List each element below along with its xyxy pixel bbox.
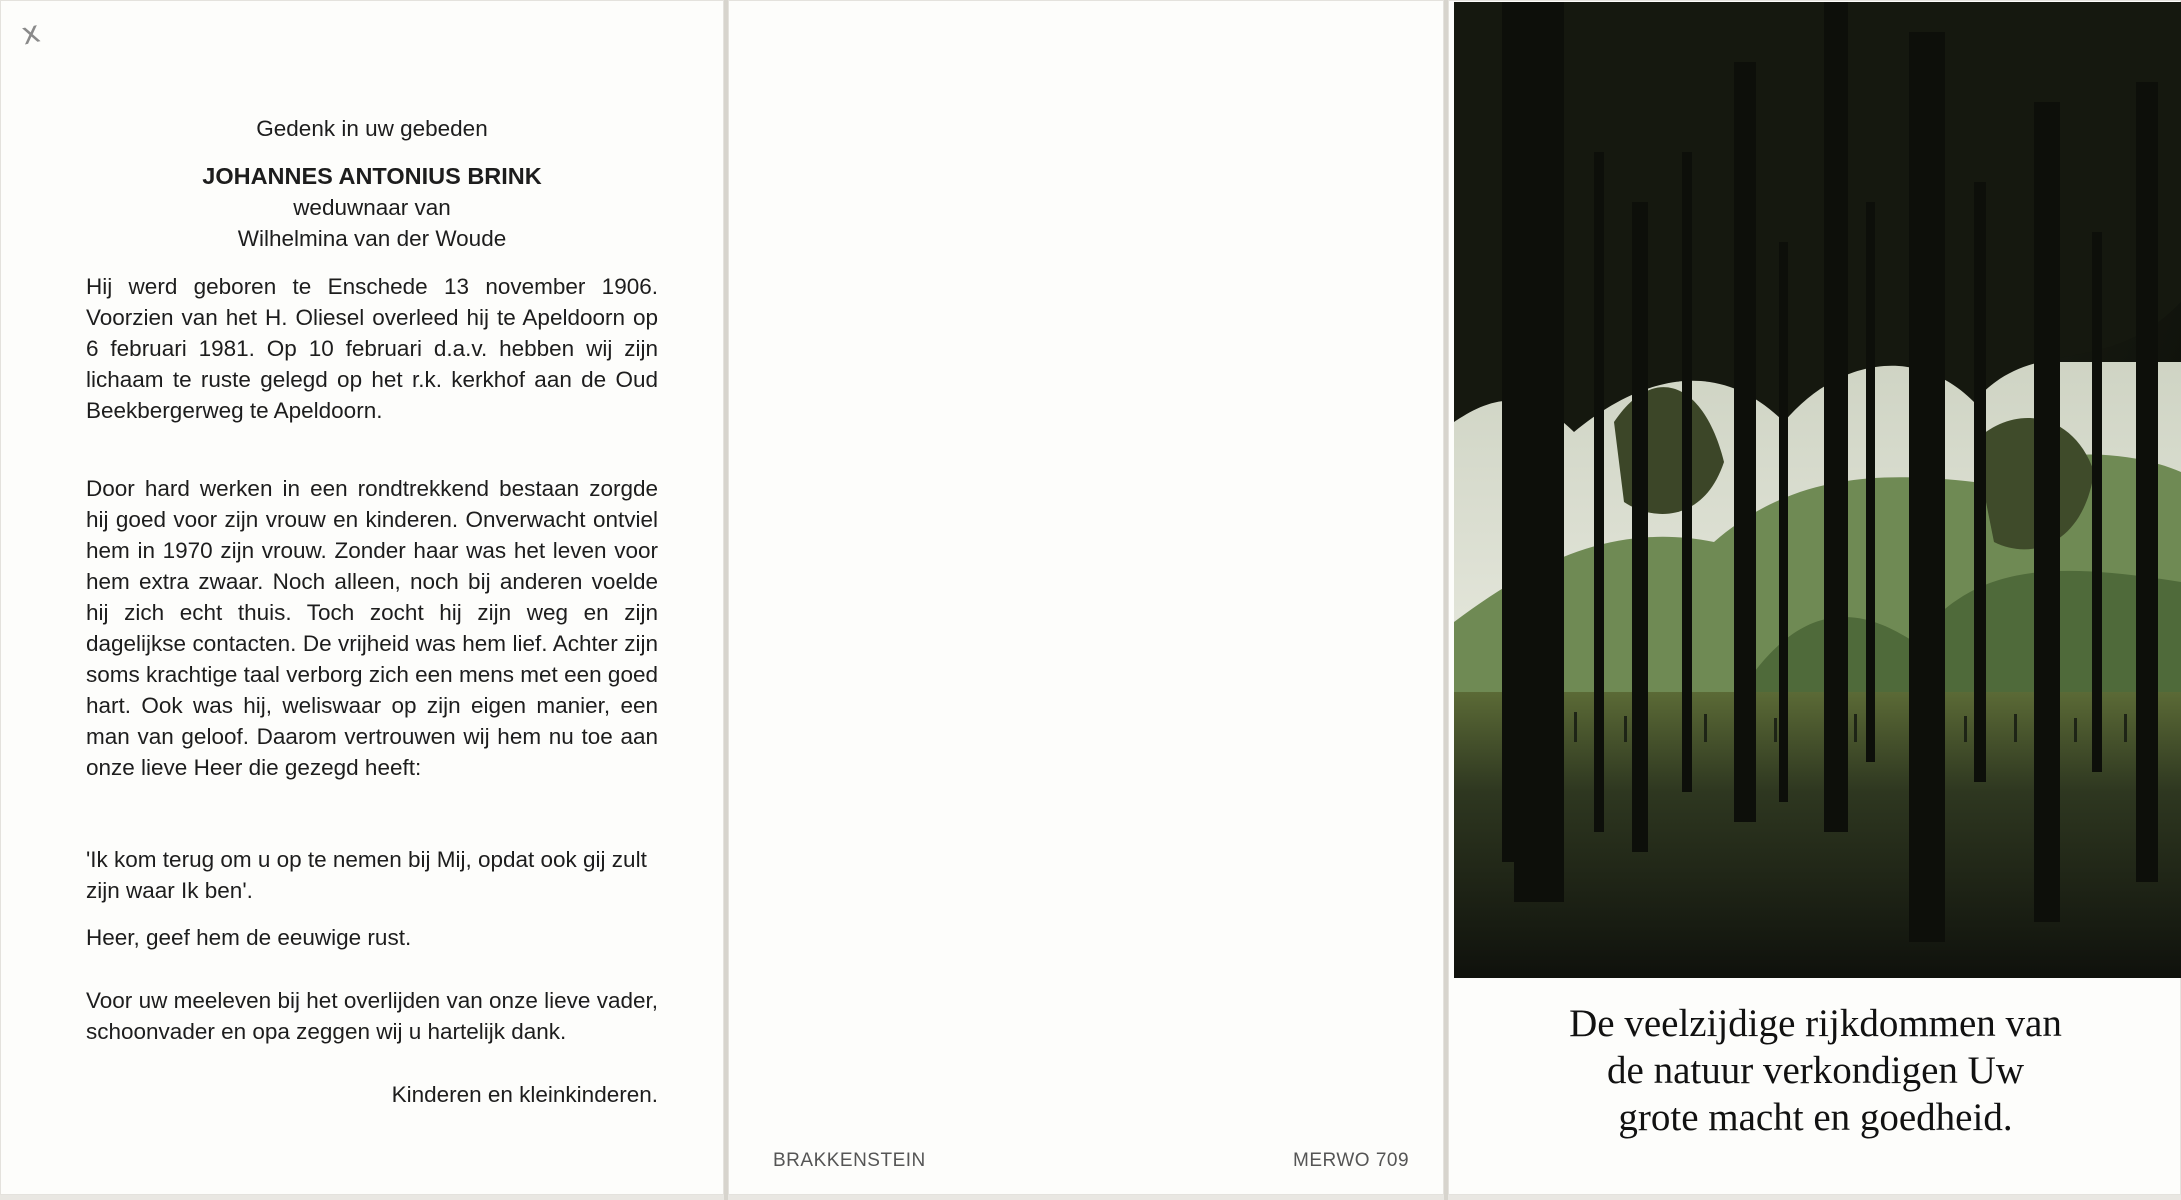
forest-photo	[1454, 2, 2181, 978]
life-story-paragraph	[86, 473, 658, 783]
family-signoff: Kinderen en kleinkinderen.	[391, 1082, 658, 1107]
life-story-text: Door hard werken in een rondtrekkend bestaan zorgde hij goed voor zijn vrouw en kinderen. Onverwacht ontviel hem in 1970 zijn vrouw. Zonder haar was het leven voor hem extra zwaar. Noch alleen, noch bij anderen voelde hij zich echt thuis. Toch zocht hij zijn weg en zijn dagelijkse contacten. De vrijheid was hem lief. Achter zijn soms krachtige taal verborg zich een mens met een goed hart. Ook was hij, weliswaar op zijn eigen manier, een man van geloof. Daarom vertrouwen wij hem nu toe aan onze lieve Heer die gezegd heeft:	[86, 476, 658, 780]
caption-line-1: De veelzijdige rijkdommen van	[1569, 1002, 2062, 1045]
middle-panel	[728, 0, 1444, 1195]
scripture-quote	[86, 844, 658, 906]
biography-text: Hij werd geboren te Enschede 13 november 1906. Voorzien van het H. Oliesel overleed hij te Apeldoorn op 6 februari 1981. Op 10 februari d.a.v. hebben wij zijn lichaam te ruste gelegd op het r.k. kerkhof aan de Oud Beekbergerweg te Apeldoorn.	[86, 274, 658, 423]
left-panel	[0, 0, 724, 1195]
relation-line-2: Wilhelmina van der Woude	[237, 226, 507, 251]
forest-illustration	[1454, 2, 2181, 978]
biography-paragraph	[86, 271, 658, 426]
scripture-caption	[1450, 1000, 2181, 1141]
caption-line-3: grote macht en goedheid.	[1618, 1096, 2013, 1139]
deceased-name: JOHANNES ANTONIUS BRINK	[202, 163, 542, 189]
thanks-paragraph	[86, 985, 658, 1047]
card-heading: Gedenk in uw gebeden	[256, 116, 488, 141]
quote-text: 'Ik kom terug om u op te nemen bij Mij, opdat ook gij zult zijn waar Ik ben'.	[86, 847, 647, 903]
thanks-text: Voor uw meeleven bij het overlijden van onze lieve vader, schoonvader en opa zeggen wij u hartelijk dank.	[86, 988, 658, 1044]
publisher-name: BRAKKENSTEIN	[773, 1150, 926, 1171]
corner-mark: x	[18, 14, 44, 53]
relation-line-1: weduwnaar van	[293, 195, 451, 220]
closing-prayer: Heer, geef hem de eeuwige rust.	[86, 925, 412, 950]
print-code: MERWO 709	[1293, 1150, 1410, 1171]
caption-line-2: de natuur verkondigen Uw	[1607, 1049, 2024, 1092]
